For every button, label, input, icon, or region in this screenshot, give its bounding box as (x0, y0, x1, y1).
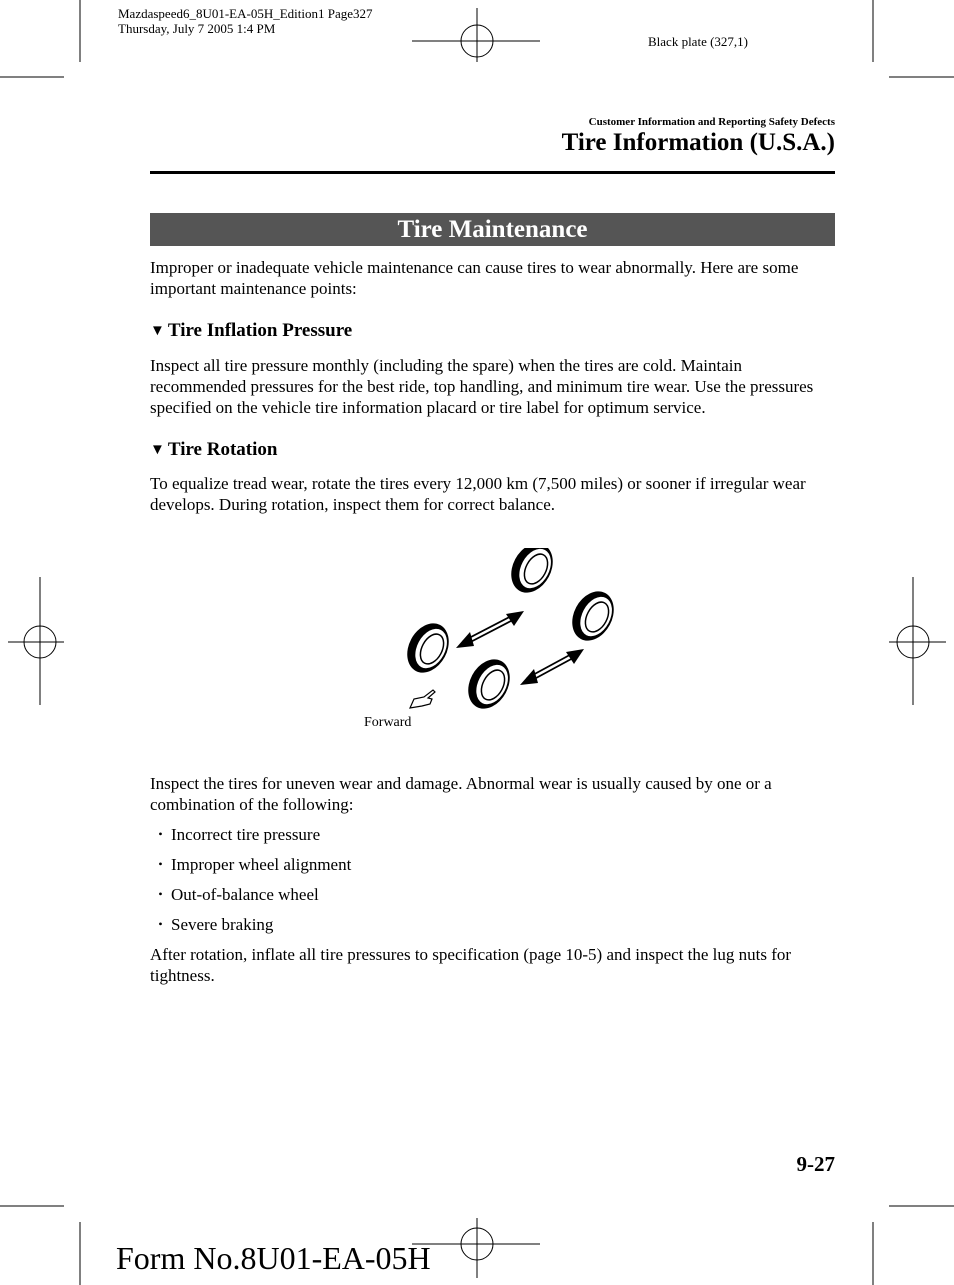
page-number: 9-27 (796, 1152, 835, 1176)
header-rule (150, 171, 835, 174)
rotation-paragraph: To equalize tread wear, rotate the tires every 12,000 km (7,500 miles) or sooner if irregular wear develops. During rotation, inspect them for correct balance. (150, 474, 806, 514)
wear-intro: Inspect the tires for uneven wear and damage. Abnormal wear is usually caused by one or a combination of the following: (150, 774, 772, 814)
tire-icon (564, 584, 622, 648)
bullet-icon: • (158, 887, 163, 901)
inflation-heading (150, 320, 352, 342)
section-title: Customer Information and Reporting Safety Defects (588, 116, 835, 128)
double-arrow-icon (456, 611, 524, 648)
triangle-marker-icon: ▼ (150, 323, 165, 339)
chapter-title: Tire Information (U.S.A.) (561, 129, 835, 156)
triangle-marker-icon: ▼ (150, 442, 165, 458)
bullet-icon: • (158, 857, 163, 871)
wear-causes-list (150, 822, 351, 942)
list-item: • Out-of-balance wheel (150, 882, 351, 912)
list-item: • Incorrect tire pressure (150, 822, 351, 852)
page-banner: Tire Maintenance (150, 213, 835, 246)
after-rotation-paragraph: After rotation, inflate all tire pressures to specification (page 10-5) and inspect the lug nuts for tightness. (150, 945, 792, 985)
bullet-icon: • (158, 827, 163, 841)
intro-paragraph: Improper or inadequate vehicle maintenance can cause tires to wear abnormally. Here are some important maintenance points: (150, 258, 799, 298)
tire-icon (503, 548, 561, 600)
file-line: Mazdaspeed6_8U01-EA-05H_Edition1 Page327 (118, 6, 373, 21)
inflation-paragraph: Inspect all tire pressure monthly (including the spare) when the tires are cold. Maintain recommended pressures for the best ride, top handling, and minimum tire wear. Use the pressures specified on the vehicle tire information placard or tire label for optimum service. (150, 356, 814, 417)
black-plate-label: Black plate (327,1) (648, 34, 748, 49)
tire-icon (460, 652, 518, 716)
form-number: Form No.8U01-EA-05H (116, 1240, 431, 1276)
tire-icon (399, 616, 457, 680)
forward-label: Forward (364, 715, 412, 730)
list-item: • Severe braking (150, 912, 351, 942)
tire-rotation-figure (360, 548, 630, 718)
inflation-heading-text: Tire Inflation Pressure (167, 320, 353, 341)
bullet-icon: • (158, 917, 163, 931)
rotation-heading (150, 439, 277, 461)
list-item: • Improper wheel alignment (150, 852, 351, 882)
rotation-heading-text: Tire Rotation (167, 439, 278, 460)
date-line: Thursday, July 7 2005 1:4 PM (118, 21, 276, 36)
double-arrow-icon (520, 649, 584, 685)
hand-pointer-icon (410, 690, 435, 708)
print-meta (118, 6, 373, 36)
